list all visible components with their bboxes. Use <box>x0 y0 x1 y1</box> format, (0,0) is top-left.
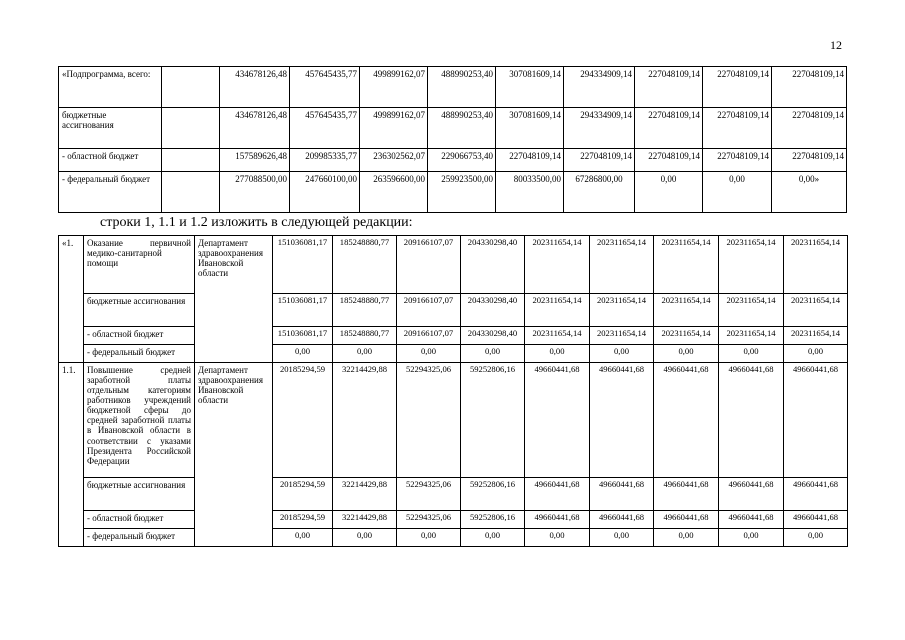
value-cell: 185248880,77 <box>333 327 397 345</box>
value-cell: 20185294,59 <box>273 478 333 511</box>
value-cell: 0,00 <box>590 345 654 363</box>
value-cell: 151036081,17 <box>273 236 333 294</box>
value-cell: 307081609,14 <box>496 108 564 149</box>
executor-cell <box>195 345 273 363</box>
value-cell: 202311654,14 <box>525 236 590 294</box>
value-cell: 0,00 <box>719 345 784 363</box>
value-cell: 0,00 <box>461 345 525 363</box>
value-cell: 0,00 <box>397 529 461 547</box>
value-cell: 151036081,17 <box>273 327 333 345</box>
value-cell: 0,00 <box>654 529 719 547</box>
value-cell: 32214429,88 <box>333 478 397 511</box>
value-cell: 52294325,06 <box>397 511 461 529</box>
value-cell: 227048109,14 <box>564 149 635 172</box>
executor-cell <box>195 511 273 529</box>
value-cell: 488990253,40 <box>428 108 496 149</box>
value-cell: 236302562,07 <box>360 149 428 172</box>
value-cell: 202311654,14 <box>719 294 784 327</box>
value-cell: 0,00 <box>461 529 525 547</box>
table-row <box>59 108 847 149</box>
value-cell: 202311654,14 <box>590 236 654 294</box>
value-cell: 227048109,14 <box>635 149 703 172</box>
value-cell: 227048109,14 <box>772 108 847 149</box>
value-cell: 0,00 <box>590 529 654 547</box>
value-cell: 67286800,00 <box>564 172 635 213</box>
table-row <box>59 236 848 294</box>
row-number: «1. <box>59 236 84 294</box>
table-row <box>59 294 848 327</box>
value-cell: 32214429,88 <box>333 511 397 529</box>
value-cell: 0,00 <box>525 345 590 363</box>
value-cell: 49660441,68 <box>654 511 719 529</box>
value-cell: 49660441,68 <box>525 511 590 529</box>
row-number <box>59 327 84 345</box>
value-cell: 59252806,16 <box>461 511 525 529</box>
row-label: бюджетные ассигнования <box>59 108 162 149</box>
value-cell: 263596600,00 <box>360 172 428 213</box>
value-cell: 49660441,68 <box>719 511 784 529</box>
value-cell: 0,00 <box>273 345 333 363</box>
value-cell: 204330298,40 <box>461 236 525 294</box>
table-row <box>59 511 848 529</box>
value-cell: 0,00 <box>333 345 397 363</box>
value-cell: 0,00 <box>635 172 703 213</box>
value-cell: 0,00» <box>772 172 847 213</box>
value-cell: 294334909,14 <box>564 108 635 149</box>
value-cell: 185248880,77 <box>333 236 397 294</box>
value-cell: 227048109,14 <box>635 67 703 108</box>
value-cell: 202311654,14 <box>525 327 590 345</box>
value-cell: 227048109,14 <box>703 67 772 108</box>
value-cell: 202311654,14 <box>784 294 848 327</box>
row-label: - федеральный бюджет <box>84 529 195 547</box>
value-cell: 209166107,07 <box>397 294 461 327</box>
value-cell: 185248880,77 <box>333 294 397 327</box>
value-cell: 434678126,48 <box>220 108 290 149</box>
empty-cell <box>162 108 220 149</box>
subprogram-total-table <box>58 66 847 213</box>
value-cell: 204330298,40 <box>461 327 525 345</box>
value-cell: 20185294,59 <box>273 511 333 529</box>
value-cell: 227048109,14 <box>703 108 772 149</box>
value-cell: 202311654,14 <box>719 236 784 294</box>
value-cell: 52294325,06 <box>397 363 461 478</box>
value-cell: 0,00 <box>525 529 590 547</box>
executor-cell: Департамент здравоохранения Ивановской области <box>195 363 273 478</box>
value-cell: 157589626,48 <box>220 149 290 172</box>
value-cell: 202311654,14 <box>590 294 654 327</box>
value-cell: 0,00 <box>654 345 719 363</box>
executor-cell <box>195 327 273 345</box>
value-cell: 277088500,00 <box>220 172 290 213</box>
value-cell: 49660441,68 <box>525 478 590 511</box>
value-cell: 0,00 <box>719 529 784 547</box>
value-cell: 247660100,00 <box>290 172 360 213</box>
table-row <box>59 363 848 478</box>
table-row <box>59 478 848 511</box>
row-number <box>59 294 84 327</box>
value-cell: 49660441,68 <box>784 478 848 511</box>
row-number <box>59 478 84 511</box>
value-cell: 49660441,68 <box>719 363 784 478</box>
executor-cell: Департамент здравоохранения Ивановской области <box>195 236 273 294</box>
lines-table <box>58 235 848 547</box>
value-cell: 227048109,14 <box>772 149 847 172</box>
value-cell: 0,00 <box>784 529 848 547</box>
row-label: - областной бюджет <box>84 511 195 529</box>
row-label: бюджетные ассигнования <box>84 294 195 327</box>
row-label: Повышение средней заработной платы отдельным категориям работников учреждений бюджетной сферы до средней заработной платы в Ивановской области в соответствии с указами Президента Российской Федерации <box>84 363 195 478</box>
value-cell: 499899162,07 <box>360 108 428 149</box>
value-cell: 0,00 <box>397 345 461 363</box>
value-cell: 20185294,59 <box>273 363 333 478</box>
value-cell: 227048109,14 <box>772 67 847 108</box>
row-label: - федеральный бюджет <box>59 172 162 213</box>
value-cell: 209166107,07 <box>397 327 461 345</box>
value-cell: 209985335,77 <box>290 149 360 172</box>
value-cell: 457645435,77 <box>290 67 360 108</box>
row-label: «Подпрограмма, всего: <box>59 67 162 108</box>
value-cell: 49660441,68 <box>719 478 784 511</box>
value-cell: 202311654,14 <box>719 327 784 345</box>
value-cell: 499899162,07 <box>360 67 428 108</box>
row-number <box>59 345 84 363</box>
value-cell: 49660441,68 <box>654 478 719 511</box>
row-label: - областной бюджет <box>59 149 162 172</box>
value-cell: 52294325,06 <box>397 478 461 511</box>
value-cell: 49660441,68 <box>654 363 719 478</box>
value-cell: 202311654,14 <box>784 327 848 345</box>
value-cell: 307081609,14 <box>496 67 564 108</box>
table-row <box>59 345 848 363</box>
empty-cell <box>162 149 220 172</box>
value-cell: 259923500,00 <box>428 172 496 213</box>
table-row <box>59 529 848 547</box>
value-cell: 488990253,40 <box>428 67 496 108</box>
value-cell: 209166107,07 <box>397 236 461 294</box>
row-number: 1.1. <box>59 363 84 478</box>
executor-cell <box>195 294 273 327</box>
value-cell: 49660441,68 <box>590 511 654 529</box>
value-cell: 49660441,68 <box>784 363 848 478</box>
empty-cell <box>162 172 220 213</box>
row-number <box>59 511 84 529</box>
executor-cell <box>195 529 273 547</box>
section-heading: строки 1, 1.1 и 1.2 изложить в следующей редакции: <box>100 215 413 230</box>
table-row <box>59 172 847 213</box>
value-cell: 434678126,48 <box>220 67 290 108</box>
page-number: 12 <box>830 38 842 52</box>
row-label: - федеральный бюджет <box>84 345 195 363</box>
value-cell: 0,00 <box>784 345 848 363</box>
value-cell: 59252806,16 <box>461 478 525 511</box>
value-cell: 202311654,14 <box>654 327 719 345</box>
value-cell: 49660441,68 <box>590 478 654 511</box>
value-cell: 227048109,14 <box>703 149 772 172</box>
table-row <box>59 67 847 108</box>
value-cell: 0,00 <box>333 529 397 547</box>
value-cell: 202311654,14 <box>654 236 719 294</box>
table-row <box>59 327 848 345</box>
row-label: бюджетные ассигнования <box>84 478 195 511</box>
value-cell: 151036081,17 <box>273 294 333 327</box>
value-cell: 32214429,88 <box>333 363 397 478</box>
row-number <box>59 529 84 547</box>
empty-cell <box>162 67 220 108</box>
value-cell: 294334909,14 <box>564 67 635 108</box>
value-cell: 227048109,14 <box>496 149 564 172</box>
value-cell: 202311654,14 <box>525 294 590 327</box>
value-cell: 0,00 <box>273 529 333 547</box>
value-cell: 229066753,40 <box>428 149 496 172</box>
table-row <box>59 149 847 172</box>
value-cell: 0,00 <box>703 172 772 213</box>
value-cell: 202311654,14 <box>784 236 848 294</box>
value-cell: 202311654,14 <box>590 327 654 345</box>
value-cell: 204330298,40 <box>461 294 525 327</box>
row-label: - областной бюджет <box>84 327 195 345</box>
value-cell: 227048109,14 <box>635 108 703 149</box>
value-cell: 457645435,77 <box>290 108 360 149</box>
value-cell: 49660441,68 <box>784 511 848 529</box>
value-cell: 49660441,68 <box>590 363 654 478</box>
executor-cell <box>195 478 273 511</box>
value-cell: 80033500,00 <box>496 172 564 213</box>
value-cell: 49660441,68 <box>525 363 590 478</box>
row-label: Оказание первичной медико-санитарной помощи <box>84 236 195 294</box>
value-cell: 202311654,14 <box>654 294 719 327</box>
value-cell: 59252806,16 <box>461 363 525 478</box>
